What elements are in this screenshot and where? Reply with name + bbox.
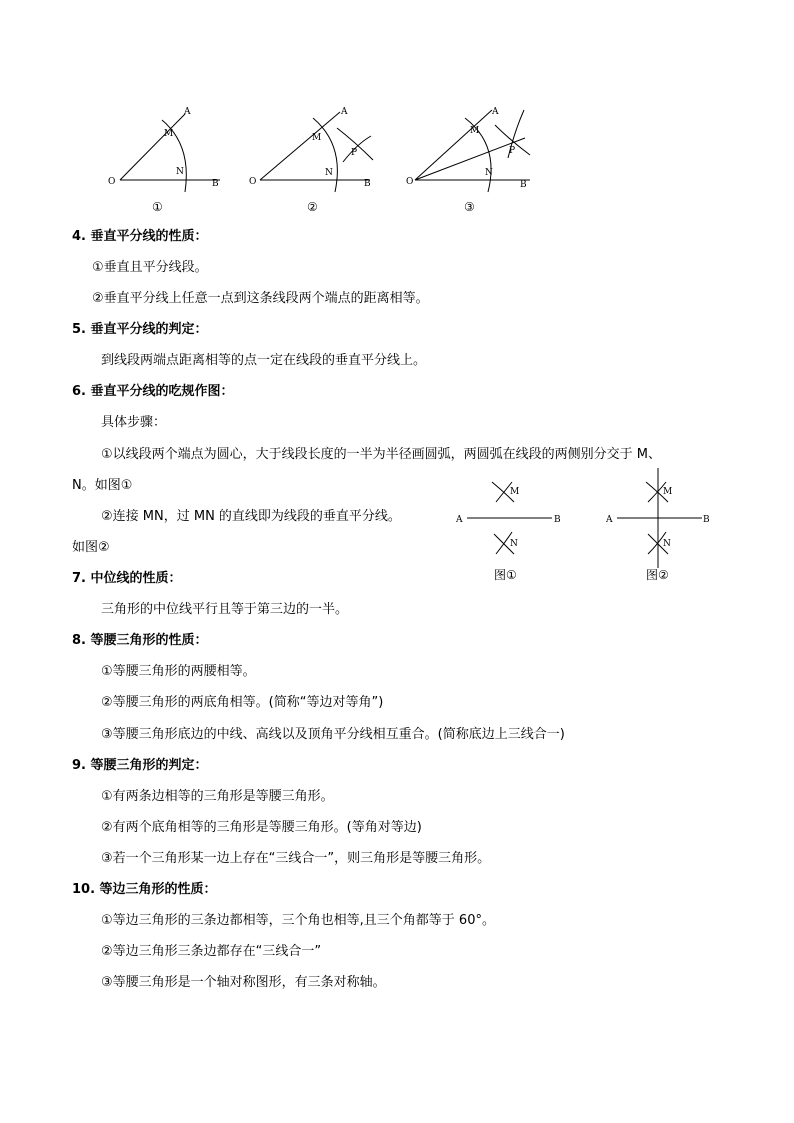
- point-label-n: N: [485, 168, 493, 178]
- point-label-a: A: [184, 107, 191, 117]
- section-6-title: 6. 垂直平分线的吃规作图：: [72, 384, 234, 399]
- section-6-step-2: ②连接 MN，过 MN 的直线即为线段的垂直平分线。: [101, 509, 401, 524]
- section-8-item-3: ③等腰三角形底边的中线、高线以及顶角平分线相互重合。(简称底边上三线合一): [101, 727, 565, 742]
- figure-caption-3: ③: [464, 200, 475, 214]
- point-label-n: N: [663, 539, 671, 549]
- point-label-a: A: [492, 107, 499, 117]
- section-5-title: 5. 垂直平分线的判定：: [72, 322, 208, 337]
- section-5-item-1: 到线段两端点距离相等的点一定在线段的垂直平分线上。: [101, 353, 427, 368]
- point-label-m: M: [510, 487, 520, 497]
- section-10-title: 10. 等边三角形的性质：: [72, 882, 217, 897]
- point-label-a: A: [341, 107, 348, 117]
- bisector-caption-1: 图①: [494, 568, 517, 582]
- figure-caption-2: ②: [307, 200, 318, 214]
- section-9-item-2: ②有两个底角相等的三角形是等腰三角形。(等角对等边): [101, 820, 422, 835]
- bisector-figure-2: [602, 464, 717, 574]
- point-label-o: O: [406, 177, 414, 187]
- section-8-title: 8. 等腰三角形的性质：: [72, 633, 208, 648]
- point-label-m: M: [164, 129, 174, 139]
- point-label-o: O: [108, 177, 116, 187]
- point-label-m: M: [470, 126, 480, 136]
- point-label-m: M: [663, 487, 673, 497]
- section-6-step-heading: 具体步骤：: [101, 415, 167, 430]
- point-label-b: B: [554, 515, 561, 525]
- point-label-p: P: [509, 146, 516, 156]
- section-8-item-1: ①等腰三角形的两腰相等。: [101, 664, 256, 679]
- point-label-a: A: [456, 515, 463, 525]
- section-10-item-3: ③等腰三角形是一个轴对称图形，有三条对称轴。: [101, 975, 386, 990]
- bisector-caption-2: 图②: [646, 568, 669, 582]
- point-label-n: N: [325, 168, 333, 178]
- point-label-o: O: [249, 177, 257, 187]
- point-label-b: B: [364, 179, 371, 189]
- point-label-m: M: [312, 133, 322, 143]
- point-label-b: B: [212, 179, 219, 189]
- section-4-item-2: ②垂直平分线上任意一点到这条线段两个端点的距离相等。: [92, 291, 429, 306]
- section-7-item-1: 三角形的中位线平行且等于第三边的一半。: [101, 602, 349, 617]
- section-8-item-2: ②等腰三角形的两底角相等。(简称“等边对等角”): [101, 695, 384, 710]
- section-9-item-1: ①有两条边相等的三角形是等腰三角形。: [101, 789, 334, 804]
- section-6-step-1-cont: N。如图①: [72, 478, 133, 493]
- point-label-n: N: [510, 539, 518, 549]
- point-label-b: B: [520, 180, 527, 190]
- construction-figure-1: [100, 100, 230, 195]
- section-4-title: 4. 垂直平分线的性质：: [72, 229, 208, 244]
- section-6-step-1: ①以线段两个端点为圆心，大于线段长度的一半为半径画圆弧，两圆弧在线段的两侧别分交于 M、: [101, 447, 662, 462]
- figure-caption-1: ①: [152, 200, 163, 214]
- point-label-b: B: [703, 515, 710, 525]
- section-9-item-3: ③若一个三角形某一边上存在“三线合一”，则三角形是等腰三角形。: [101, 851, 491, 866]
- point-label-n: N: [176, 167, 184, 177]
- construction-figure-2: [245, 100, 385, 195]
- section-9-title: 9. 等腰三角形的判定：: [72, 758, 208, 773]
- section-10-item-2: ②等边三角形三条边都存在“三线合一”: [101, 944, 322, 959]
- section-7-title: 7. 中位线的性质：: [72, 571, 182, 586]
- section-10-item-1: ①等边三角形的三条边都相等，三个角也相等,且三个角都等于 60°。: [101, 913, 495, 928]
- section-6-step-2-cont: 如图②: [72, 540, 110, 555]
- section-4-item-1: ①垂直且平分线段。: [92, 260, 208, 275]
- point-label-a: A: [606, 515, 613, 525]
- construction-figure-3: [400, 100, 540, 195]
- point-label-p: P: [351, 148, 358, 158]
